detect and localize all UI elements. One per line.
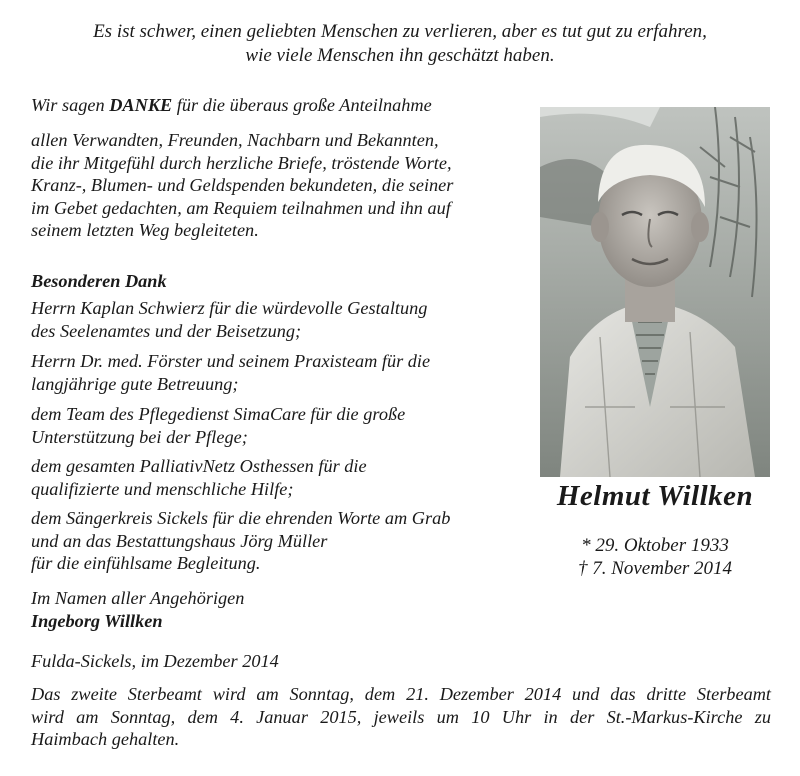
special-thanks-line: für die einfühlsame Begleitung.: [31, 553, 261, 573]
thanks-body-line: allen Verwandten, Freunden, Nachbarn und Bekannten,: [31, 130, 439, 150]
quote-line: Es ist schwer, einen geliebten Menschen zu verlieren, aber es tut gut zu erfahren,: [93, 21, 707, 42]
deceased-dates: [520, 534, 790, 580]
signoff-line: Im Namen aller Angehörigen: [31, 588, 245, 608]
special-thanks-line: und an das Bestattungshaus Jörg Müller: [31, 530, 328, 551]
birth-date: * 29. Oktober 1933: [581, 535, 729, 556]
thanks-body: [31, 129, 511, 242]
special-thanks-item: [31, 297, 511, 342]
quote-line: wie viele Menschen ihn geschätzt haben.: [245, 45, 555, 66]
header-quote: [0, 20, 800, 68]
special-thanks-item: [31, 507, 511, 575]
thanks-emphasis: DANKE: [109, 95, 173, 115]
special-thanks-line: Unterstützung bei der Pflege;: [31, 426, 248, 447]
thanks-body-line: im Gebet gedachten, am Requiem teilnahmen und ihn auf: [31, 197, 451, 218]
notice-line: Haimbach gehalten.: [31, 729, 180, 749]
death-date: † 7. November 2014: [577, 558, 733, 579]
deceased-name: Helmut Willken: [556, 480, 754, 512]
special-thanks-heading: Besonderen Dank: [31, 271, 167, 291]
special-thanks-line: des Seelenamtes und der Beisetzung;: [31, 320, 302, 341]
portrait-illustration: [540, 107, 770, 477]
special-thanks-item: [31, 350, 511, 395]
thanks-intro-before: Wir sagen: [31, 95, 110, 115]
special-thanks-item: [31, 455, 511, 500]
place-date: Fulda-Sickels, im Dezember 2014: [31, 651, 279, 671]
thanks-body-line: seinem letzten Weg begleiteten.: [31, 220, 259, 240]
thanks-body-line: Kranz-, Blumen- und Geldspenden bekundeten, die seiner: [31, 175, 454, 195]
special-thanks-item: [31, 403, 511, 448]
notice-line: Das zweite Sterbeamt wird am Sonntag, dem 21. Dezember 2014 und das dritte Sterbeamt: [31, 684, 771, 704]
notice-line: wird am Sonntag, dem 4. Januar 2015, jeweils um 10 Uhr in der St.-Markus-Kirche zu: [31, 706, 771, 727]
special-thanks-line: qualifizierte und menschliche Hilfe;: [31, 478, 294, 499]
special-thanks-line: dem Team des Pflegedienst SimaCare für die große: [31, 404, 406, 424]
special-thanks-line: dem Sängerkreis Sickels für die ehrenden Worte am Grab: [31, 508, 451, 528]
special-thanks-line: langjährige gute Betreuung;: [31, 373, 239, 394]
service-notice: [31, 683, 771, 751]
thanks-intro: [31, 94, 511, 117]
signoff-name: Ingeborg Willken: [31, 610, 163, 631]
special-thanks-line: Herrn Dr. med. Förster und seinem Praxisteam für die: [31, 351, 431, 371]
thanks-intro-after: für die überaus große Anteilnahme: [172, 95, 432, 115]
special-thanks-line: Herrn Kaplan Schwierz für die würdevolle Gestaltung: [31, 298, 428, 318]
thanks-body-line: die ihr Mitgefühl durch herzliche Briefe, tröstende Worte,: [31, 152, 452, 173]
special-thanks-line: dem gesamten PalliativNetz Osthessen für die: [31, 456, 367, 476]
portrait-photo: [540, 107, 770, 477]
signoff: [31, 587, 511, 632]
